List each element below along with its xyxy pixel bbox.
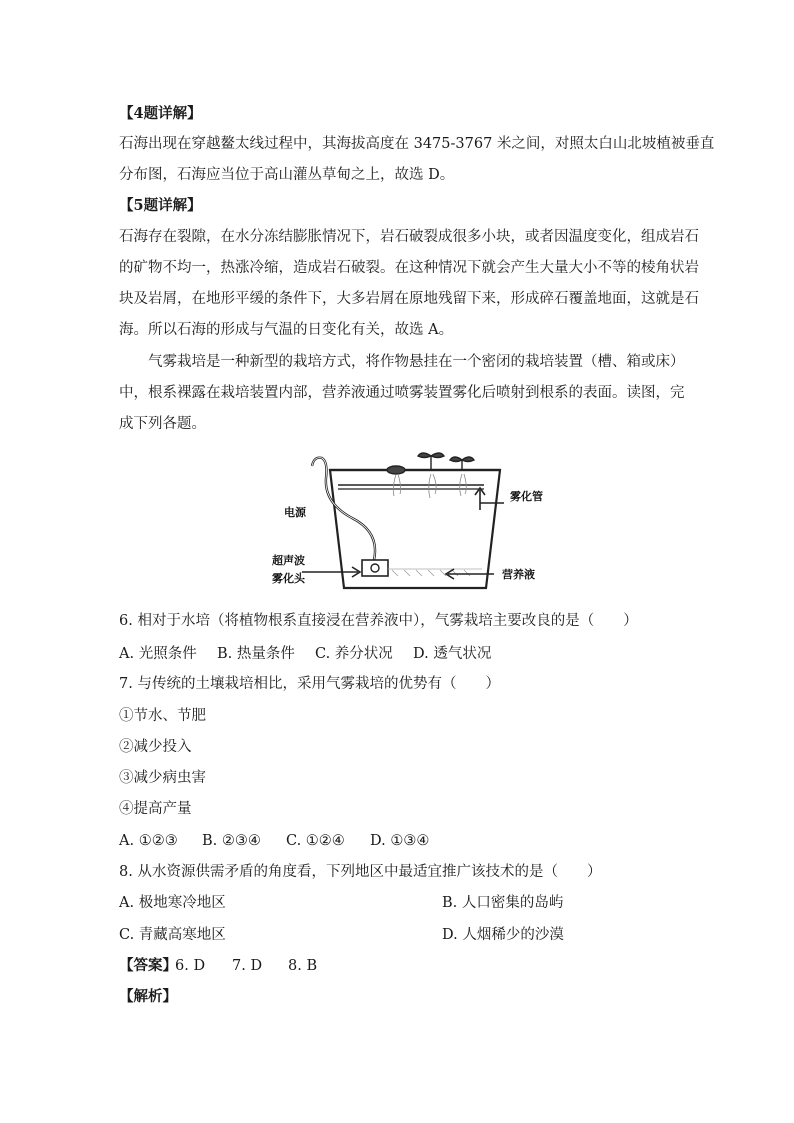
q7-option-c: C. ①②④ (286, 833, 345, 849)
q7-stem: 7. 与传统的土壤栽培相比，采用气雾栽培的优势有（ ） (119, 676, 500, 692)
q4-text-line-1: 石海出现在穿越鳌太线过程中，其海拔高度在 3475-3767 米之间，对照太白山北坡植被垂直 (119, 136, 715, 152)
q7-item-1: ①节水、节肥 (119, 708, 206, 724)
q7-option-d: D. ①③④ (370, 833, 430, 849)
power-cord (312, 458, 375, 560)
analysis-heading: 【解析】 (119, 988, 177, 1005)
ultrasonic-label-line-2: 雾化头 (272, 572, 305, 585)
atomizer-pipe-label: 雾化管 (510, 490, 543, 503)
q7-option-b: B. ②③④ (202, 833, 261, 849)
q5-text-line-4: 海。所以石海的形成与气温的日变化有关，故选 A。 (119, 322, 454, 338)
q5-text-line-3: 块及岩屑，在地形平缓的条件下，大多岩屑在原地残留下来，形成碎石覆盖地面，这就是石 (119, 291, 699, 307)
q8-option-a: A. 极地寒冷地区 (119, 895, 226, 911)
power-label: 电源 (284, 506, 306, 519)
answer-6: 6. D (175, 958, 206, 974)
ultrasonic-atomizer (362, 560, 388, 576)
q6-option-d: D. 透气状况 (413, 646, 492, 662)
nutrient-solution (388, 569, 482, 576)
q7-item-2: ②减少投入 (119, 739, 192, 755)
q6-stem: 6. 相对于水培（将植物根系直接浸在营养液中），气雾栽培主要改良的是（ ） (119, 613, 638, 629)
atomizer-pipe-arrow (475, 488, 504, 510)
aeroponics-diagram (272, 448, 572, 600)
q5-text-line-1: 石海存在裂隙，在水分冻结膨胀情况下，岩石破裂成很多小块，或者因温度变化，组成岩石 (119, 229, 699, 245)
intro-line-1: 气雾栽培是一种新型的栽培方式，将作物悬挂在一个密闭的栽培装置（槽、箱或床） (119, 354, 685, 370)
q4-heading: 【4题详解】 (119, 105, 202, 122)
q7-option-a: A. ①②③ (119, 833, 178, 849)
q8-stem: 8. 从水资源供需矛盾的角度看，下列地区中最适宜推广该技术的是（ ） (119, 864, 602, 880)
q6-option-b: B. 热量条件 (217, 646, 295, 662)
answer-8: 8. B (288, 958, 318, 974)
nutrient-label: 营养液 (502, 568, 535, 581)
ultrasonic-arrow (302, 567, 360, 577)
q8-option-d: D. 人烟稀少的沙漠 (442, 927, 564, 943)
answer-label: 【答案】 (119, 957, 177, 974)
intro-line-2: 中，根系裸露在栽培装置内部，营养液通过喷雾装置雾化后喷射到根系的表面。读图，完 (119, 385, 685, 401)
q5-text-line-2: 的矿物不均一，热涨冷缩，造成岩石破裂。在这种情况下就会产生大量大小不等的棱角状岩 (119, 260, 699, 276)
answer-7: 7. D (232, 958, 263, 974)
q7-item-3: ③减少病虫害 (119, 770, 206, 786)
q6-option-c: C. 养分状况 (315, 646, 393, 662)
q6-option-a: A. 光照条件 (119, 646, 197, 662)
intro-line-3: 成下列各题。 (119, 416, 206, 432)
q4-text-line-2: 分布图，石海应当位于高山灌丛草甸之上，故选 D。 (119, 167, 455, 183)
q8-option-b: B. 人口密集的岛屿 (442, 895, 564, 911)
ultrasonic-label-line-1: 超声波 (272, 554, 305, 567)
q5-heading: 【5题详解】 (119, 197, 202, 214)
q8-option-c: C. 青藏高寒地区 (119, 927, 226, 943)
cultivation-box (330, 470, 500, 588)
q7-item-4: ④提高产量 (119, 801, 192, 817)
